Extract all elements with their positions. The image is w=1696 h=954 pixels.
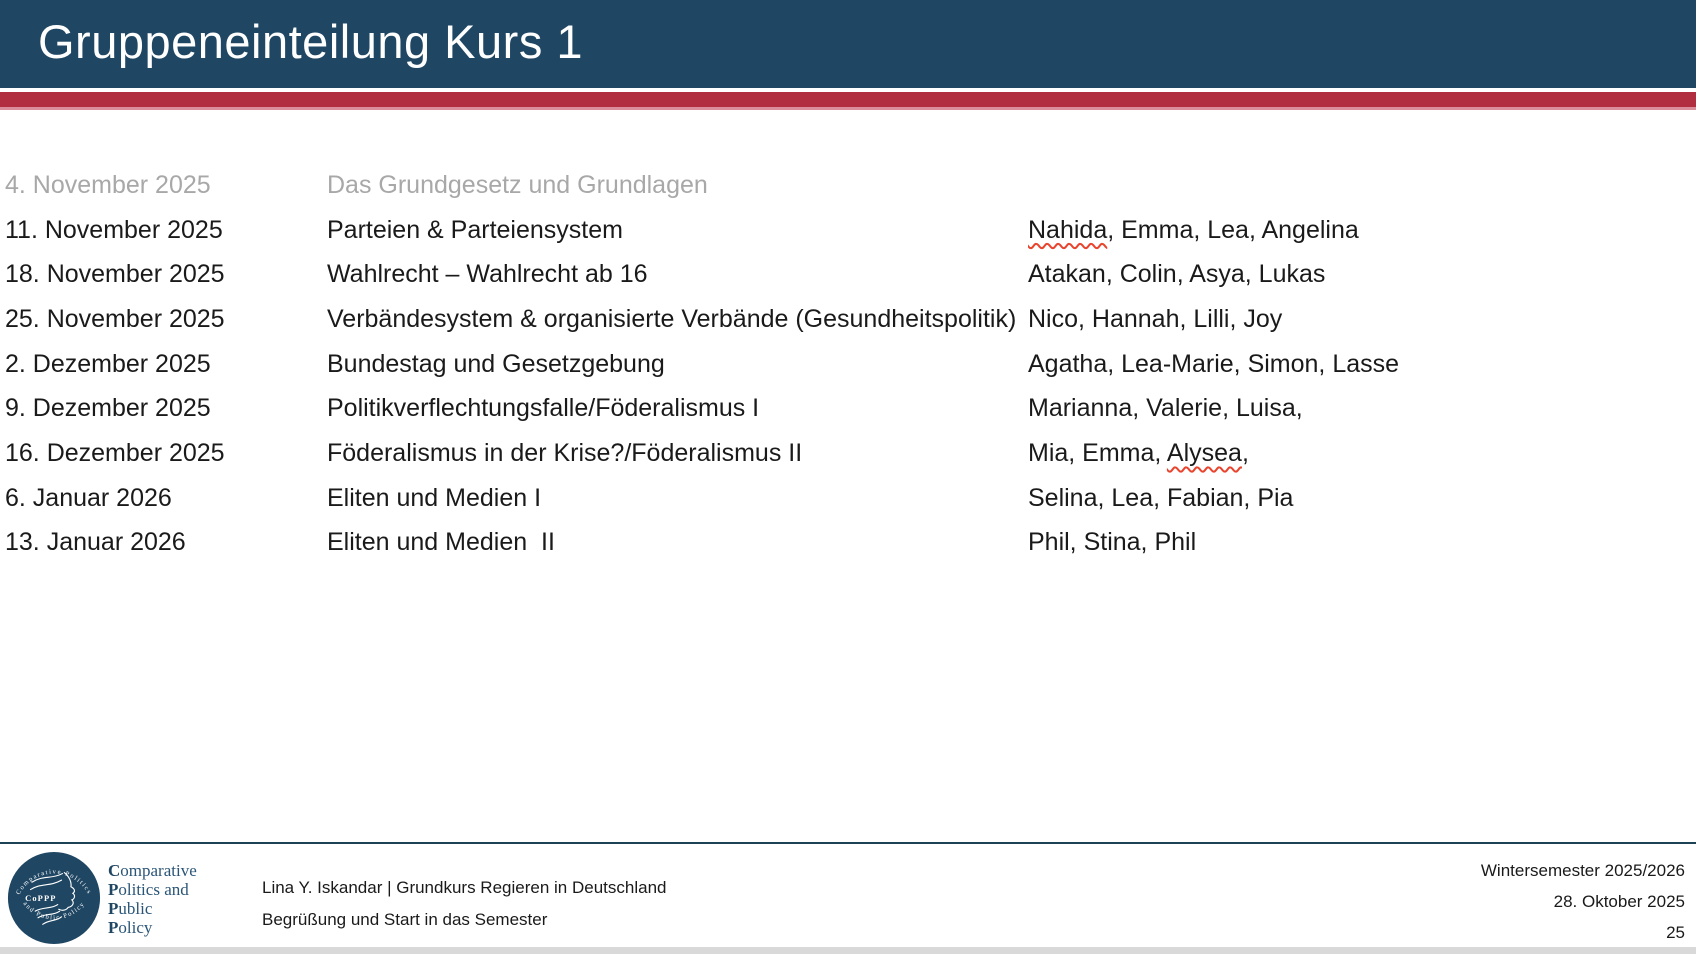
names-text: , [1241, 438, 1249, 467]
org-wordmark [108, 861, 197, 937]
session-group-names [1028, 528, 1696, 557]
schedule-row [5, 386, 1696, 431]
coppp-logo-icon [7, 851, 101, 945]
misspelled-word: Nahida [1028, 215, 1108, 244]
session-group-names [1028, 394, 1696, 423]
logo-center-text: CoPPP [25, 892, 57, 903]
session-topic: Das Grundgesetz und Grundlagen [327, 170, 708, 199]
session-info [1481, 855, 1685, 948]
session-topic: Eliten und Medien I [327, 483, 542, 512]
session-date: 11. November 2025 [5, 215, 223, 244]
names-text: Phil, Stina, Phil [1028, 528, 1197, 557]
names-text: Atakan, Colin, Asya, Lukas [1028, 260, 1326, 289]
session-group-names [1028, 260, 1696, 289]
course-presenter-line: Lina Y. Iskandar | Grundkurs Regieren in Deutschland [262, 878, 667, 897]
names-text: Selina, Lea, Fabian, Pia [1028, 483, 1294, 512]
session-date: 18. November 2025 [5, 260, 225, 289]
org-wordmark-line: Public [108, 899, 153, 918]
schedule-row [5, 208, 1696, 253]
session-topic: Bundestag und Gesetzgebung [327, 349, 665, 378]
title-bar [0, 0, 1696, 88]
date-label: 28. Oktober 2025 [1553, 892, 1685, 911]
session-date: 2. Dezember 2025 [5, 349, 211, 378]
logo-arc-top-text: Comparative Politics [15, 868, 94, 897]
session-topic: Verbändesystem & organisierte Verbände (Gesundheitspolitik) [327, 304, 1017, 333]
names-text: Nico, Hannah, Lilli, Joy [1028, 304, 1283, 333]
schedule-row [5, 297, 1696, 342]
session-topic: Wahlrecht – Wahlrecht ab 16 [327, 260, 648, 289]
footer-divider [0, 842, 1696, 844]
bottom-edge-bar [0, 947, 1696, 954]
schedule-row [5, 476, 1696, 521]
course-session-line: Begrüßung und Start in das Semester [262, 910, 548, 929]
schedule-table [5, 163, 1696, 565]
session-group-names [1028, 305, 1696, 334]
schedule-row [5, 342, 1696, 387]
logo-arc-bottom-text: and Public Policy [21, 900, 87, 922]
schedule-row [5, 431, 1696, 476]
session-date: 9. Dezember 2025 [5, 394, 211, 423]
accent-bar-light [0, 107, 1696, 110]
session-group-names [1028, 216, 1696, 245]
schedule-row [5, 163, 1696, 208]
session-topic: Politikverflechtungsfalle/Föderalismus I [327, 394, 760, 423]
schedule-row [5, 521, 1696, 566]
course-info [262, 872, 666, 936]
session-date: 4. November 2025 [5, 170, 211, 199]
names-text: Marianna, Valerie, Luisa, [1028, 394, 1303, 423]
session-date: 16. Dezember 2025 [5, 438, 225, 467]
org-wordmark-line: Politics and [108, 880, 189, 899]
session-date: 25. November 2025 [5, 304, 225, 333]
misspelled-word: Alysea [1166, 438, 1242, 467]
names-text: Agatha, Lea-Marie, Simon, Lasse [1028, 349, 1400, 378]
session-group-names [1028, 439, 1696, 468]
accent-bar [0, 92, 1696, 107]
session-group-names [1028, 350, 1696, 379]
session-date: 13. Januar 2026 [5, 528, 186, 557]
slide-title: Gruppeneinteilung Kurs 1 [38, 14, 584, 68]
schedule-row [5, 252, 1696, 297]
session-topic: Parteien & Parteiensystem [327, 215, 623, 244]
names-text: Mia, Emma, [1028, 438, 1167, 467]
org-wordmark-line: Comparative [108, 861, 197, 880]
session-date: 6. Januar 2026 [5, 483, 172, 512]
session-topic: Eliten und Medien II [327, 528, 555, 557]
org-wordmark-line: Policy [108, 918, 153, 937]
names-text: , Emma, Lea, Angelina [1107, 215, 1359, 244]
session-group-names [1028, 484, 1696, 513]
semester-label: Wintersemester 2025/2026 [1480, 861, 1685, 880]
page-number: 25 [1666, 923, 1685, 942]
session-topic: Föderalismus in der Krise?/Föderalismus II [327, 438, 803, 467]
